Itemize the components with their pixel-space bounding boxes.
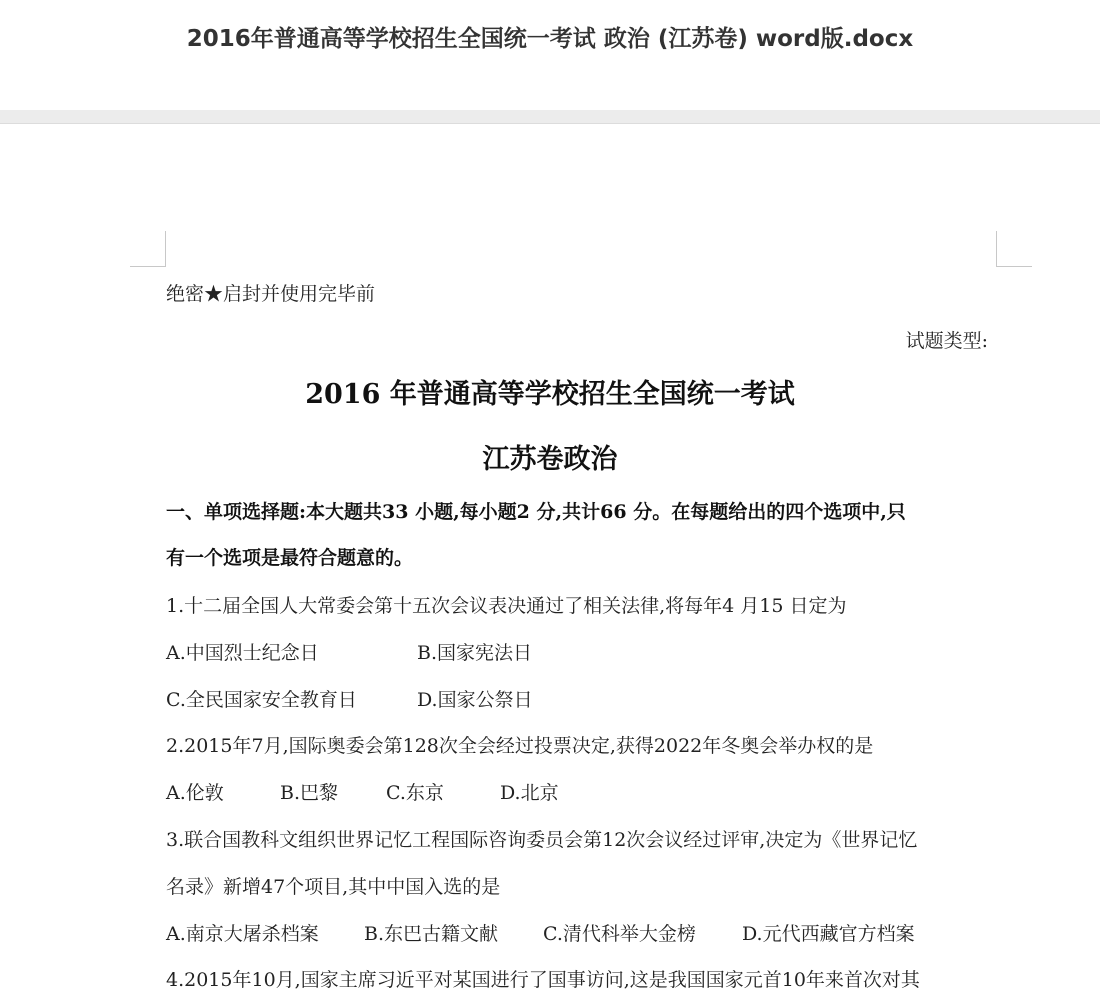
question-3-option-b: B.东巴古籍文献 xyxy=(364,923,499,945)
document-header xyxy=(0,0,1100,110)
question-2-stem: 2.2015年7月,国际奥委会第128次全会经过投票决定,获得2022年冬奥会举办权的是 xyxy=(166,735,874,757)
question-3-option-a: A.南京大屠杀档案 xyxy=(166,923,319,945)
question-3-stem-line2: 名录》新增47个项目,其中中国入选的是 xyxy=(166,876,501,898)
section-heading-line1: 一、单项选择题:本大题共33 小题,每小题2 分,共计66 分。在每题给出的四个选项中,只 xyxy=(166,501,906,523)
question-1-option-b: B.国家宪法日 xyxy=(417,642,533,664)
margin-corner-top-left xyxy=(130,231,166,267)
question-2-option-c: C.东京 xyxy=(386,782,444,804)
exam-subtitle: 江苏卷政治 xyxy=(482,444,618,475)
section-heading-line2: 有一个选项是最符合题意的。 xyxy=(166,547,414,569)
exam-title: 2016 年普通高等学校招生全国统一考试 xyxy=(305,379,795,410)
question-3-stem: 3.联合国教科文组织世界记忆工程国际咨询委员会第12次会议经过评审,决定为《世界记忆 xyxy=(166,829,918,851)
question-2-option-b: B.巴黎 xyxy=(280,782,339,804)
question-1-stem: 1.十二届全国人大常委会第十五次会议表决通过了相关法律,将每年4 月15 日定为 xyxy=(166,595,847,617)
question-type-label: 试题类型: xyxy=(905,330,988,352)
margin-corner-top-right xyxy=(996,231,1032,267)
secret-mark: 绝密★启封并使用完毕前 xyxy=(166,283,376,305)
question-2-option-a: A.伦敦 xyxy=(166,782,224,804)
document-page[interactable] xyxy=(0,124,1100,990)
viewer-divider xyxy=(0,110,1100,124)
question-4-stem: 4.2015年10月,国家主席习近平对某国进行了国事访问,这是我国国家元首10年来首次对其 xyxy=(166,969,920,991)
question-1-option-c: C.全民国家安全教育日 xyxy=(166,689,357,711)
file-title: 2016年普通高等学校招生全国统一考试 政治 (江苏卷) word版.docx xyxy=(186,26,914,52)
question-3-option-d: D.元代西藏官方档案 xyxy=(742,923,915,945)
question-1-option-d: D.国家公祭日 xyxy=(417,689,533,711)
question-1-option-a: A.中国烈士纪念日 xyxy=(166,642,319,664)
question-3-option-c: C.清代科举大金榜 xyxy=(543,923,696,945)
question-2-option-d: D.北京 xyxy=(500,782,559,804)
